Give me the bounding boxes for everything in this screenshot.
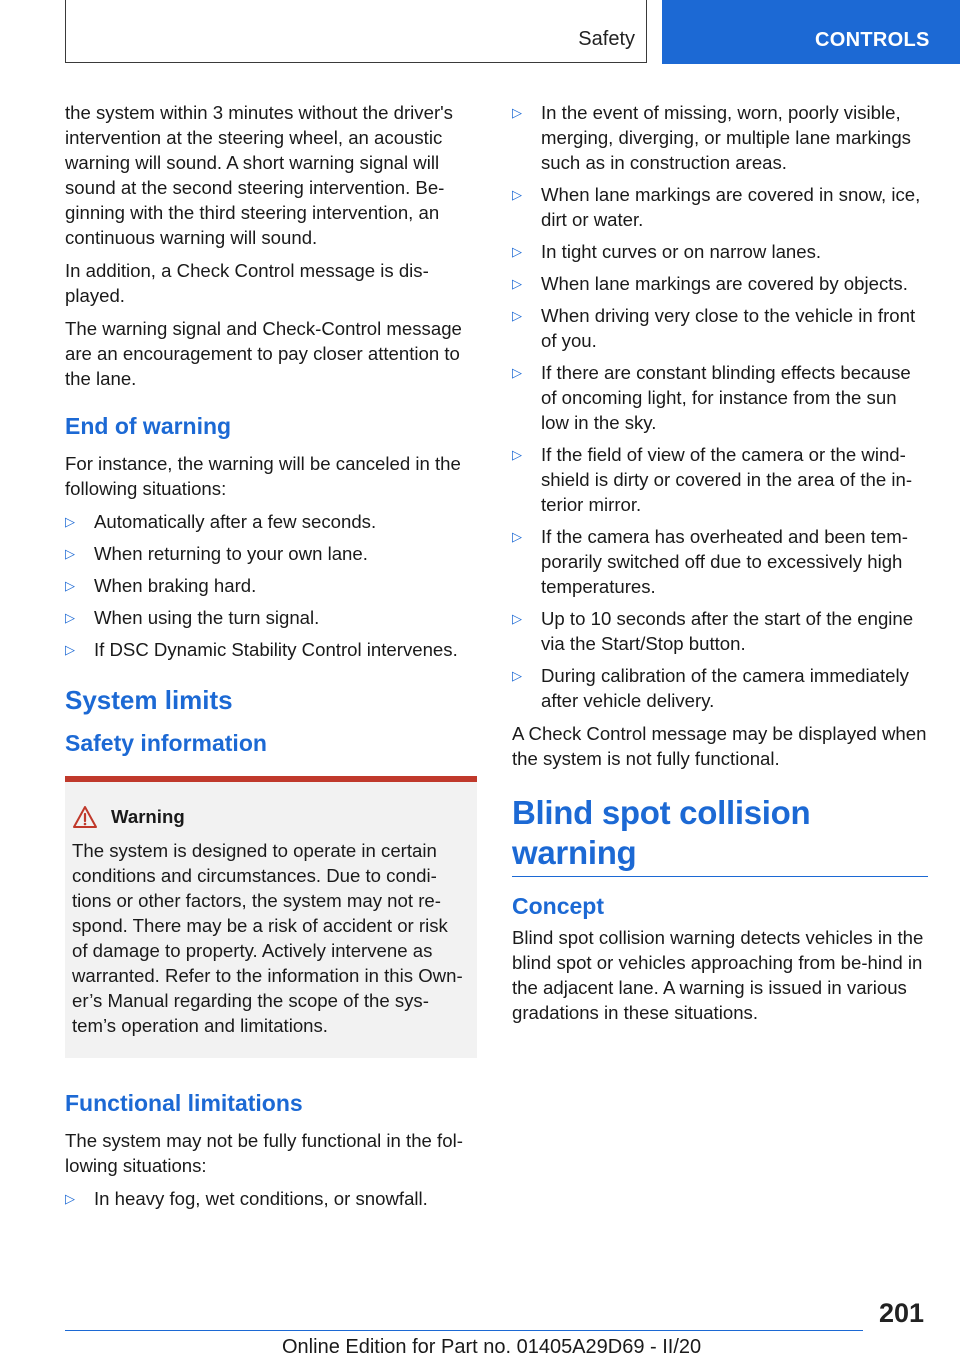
bullet-triangle-icon: ▷ bbox=[65, 578, 75, 593]
list-item: ▷ In tight curves or on narrow lanes. bbox=[512, 241, 822, 262]
paragraph: the system within 3 minutes without the driver's intervention at the steering wheel, an acoustic warning will sound. A short warning signal will sound at the second steering intervention. Be-ginning with the third steering intervention, an continuous warning will sound. bbox=[65, 102, 453, 248]
paragraph: The warning signal and Check-Control message are an encouragement to pay closer attention to the lane. bbox=[65, 318, 462, 389]
footer-rule bbox=[65, 1330, 863, 1331]
list-item: ▷ In heavy fog, wet conditions, or snowfall. bbox=[65, 1188, 428, 1209]
page-number: 201 bbox=[878, 1298, 924, 1328]
footer-edition: Online Edition for Part no. 01405A29D69 - II/20 bbox=[282, 1336, 702, 1358]
bullet-triangle-icon: ▷ bbox=[512, 187, 522, 202]
bullet-triangle-icon: ▷ bbox=[512, 244, 522, 259]
paragraph: The system may not be fully functional in the fol-lowing situations: bbox=[65, 1130, 463, 1176]
bullet-triangle-icon: ▷ bbox=[65, 642, 75, 657]
list-item: ▷ When returning to your own lane. bbox=[65, 543, 368, 564]
list-item: ▷ If there are constant blinding effects because of oncoming light, for instance from the sun low in the sky. bbox=[512, 362, 911, 433]
list-item: ▷ If the camera has overheated and been tem-porarily switched off due to excessively high temperatures. bbox=[512, 526, 908, 597]
list-item: ▷ In the event of missing, worn, poorly visible, merging, diverging, or multiple lane markings such as in construction areas. bbox=[512, 102, 911, 173]
list-item: ▷ Up to 10 seconds after the start of the engine via the Start/Stop button. bbox=[512, 608, 914, 654]
bullet-triangle-icon: ▷ bbox=[65, 514, 75, 529]
header-frame bbox=[65, 0, 647, 63]
warning-box bbox=[65, 776, 477, 1058]
bullet-triangle-icon: ▷ bbox=[512, 611, 522, 626]
list-item: ▷ During calibration of the camera immediately after vehicle delivery. bbox=[512, 665, 909, 711]
bullet-triangle-icon: ▷ bbox=[512, 447, 522, 462]
bullet-triangle-icon: ▷ bbox=[512, 365, 522, 380]
warning-triangle-icon bbox=[72, 805, 98, 829]
bullet-triangle-icon: ▷ bbox=[512, 276, 522, 291]
functional-limitations-list-continued bbox=[512, 100, 928, 713]
bullet-triangle-icon: ▷ bbox=[512, 529, 522, 544]
warning-title: Warning bbox=[72, 804, 467, 830]
bullet-triangle-icon: ▷ bbox=[65, 1191, 75, 1206]
paragraph: In addition, a Check Control message is dis-played. bbox=[65, 260, 429, 306]
bullet-triangle-icon: ▷ bbox=[65, 546, 75, 561]
bullet-triangle-icon: ▷ bbox=[512, 668, 522, 683]
bullet-triangle-icon: ▷ bbox=[512, 105, 522, 120]
list-item: ▷ When lane markings are covered in snow, ice, dirt or water. bbox=[512, 184, 921, 230]
list-item: ▷ If the field of view of the camera or the wind-shield is dirty or covered in the area of the in-terior mirror. bbox=[512, 444, 913, 515]
paragraph: Blind spot collision warning detects vehicles in the blind spot or vehicles approaching from be-hind in the adjacent lane. A warning is issued in various gradations in these situations. bbox=[512, 927, 924, 1023]
warning-text: The system is designed to operate in certain conditions and circumstances. Due to condi-tions or other factors, the system may not re-spond. There may be a risk of accident or risk of damage to property. Actively intervene as warranted. Refer to the information in this Own-er’s Manual regarding the scope of the sys-tem’s operation and limitations. bbox=[72, 840, 463, 1036]
list-item: ▷ If DSC Dynamic Stability Control intervenes. bbox=[65, 639, 458, 660]
paragraph: For instance, the warning will be canceled in the following situations: bbox=[65, 453, 461, 499]
list-item: ▷ When braking hard. bbox=[65, 575, 257, 596]
heading-concept: Concept bbox=[512, 893, 604, 919]
end-of-warning-list bbox=[65, 509, 477, 662]
right-column bbox=[512, 100, 928, 1033]
heading-end-of-warning: End of warning bbox=[65, 413, 232, 439]
left-column bbox=[65, 100, 477, 1219]
list-item: ▷ When driving very close to the vehicle in front of you. bbox=[512, 305, 916, 351]
bullet-triangle-icon: ▷ bbox=[65, 610, 75, 625]
bullet-triangle-icon: ▷ bbox=[512, 308, 522, 323]
functional-limitations-list bbox=[65, 1186, 477, 1211]
heading-functional-limitations: Functional limitations bbox=[65, 1090, 303, 1116]
heading-blind-spot-collision-warning: Blind spot collision warning bbox=[512, 793, 928, 877]
header-chapter-tab: CONTROLS bbox=[662, 0, 960, 64]
list-item: ▷ When using the turn signal. bbox=[65, 607, 320, 628]
heading-safety-information: Safety information bbox=[65, 730, 267, 756]
paragraph: A Check Control message may be displayed when the system is not fully functional. bbox=[512, 723, 927, 769]
list-item: ▷ When lane markings are covered by objects. bbox=[512, 273, 908, 294]
list-item: ▷ Automatically after a few seconds. bbox=[65, 511, 377, 532]
header-section-title: Safety bbox=[578, 28, 635, 50]
heading-system-limits: System limits bbox=[65, 685, 233, 715]
